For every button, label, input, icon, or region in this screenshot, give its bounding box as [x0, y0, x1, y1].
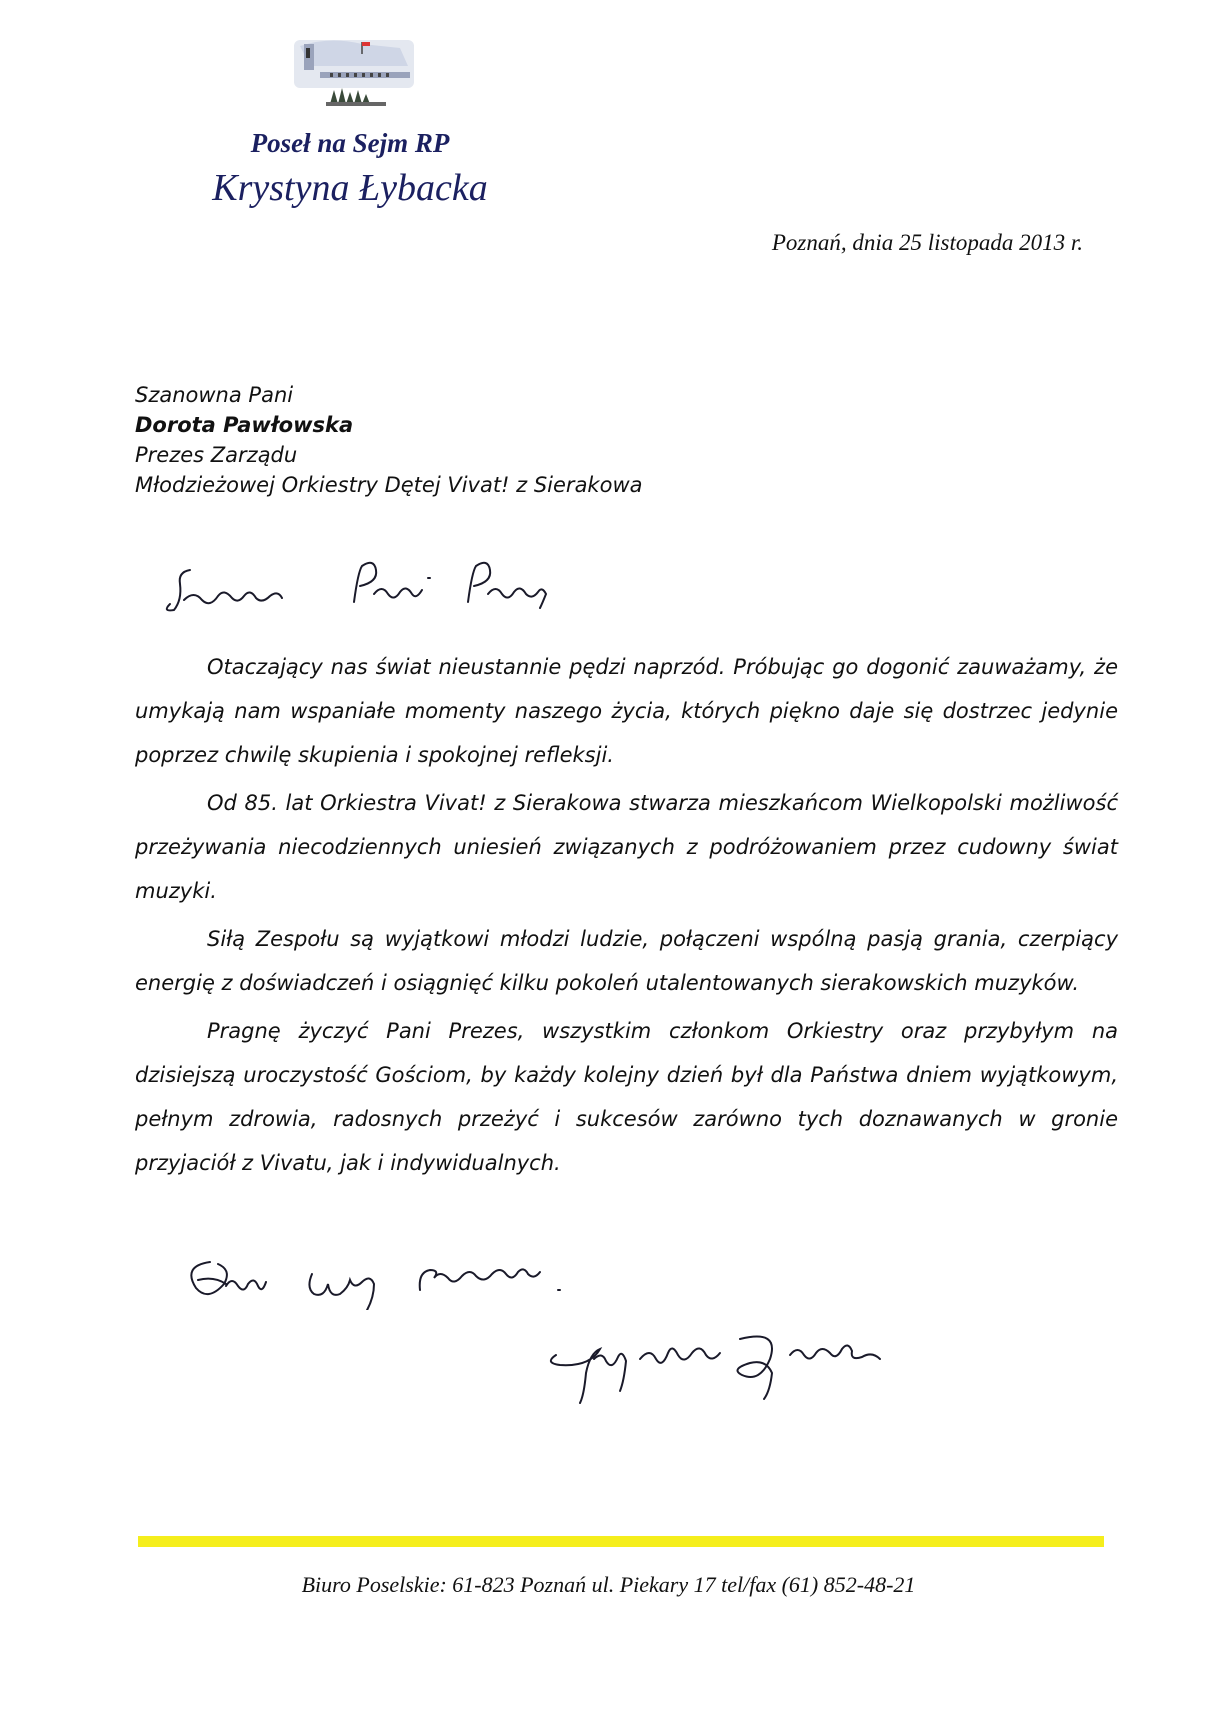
handwritten-closing — [180, 1250, 680, 1310]
date-line: Poznań, dnia 25 listopada 2013 r. — [771, 230, 1083, 255]
recipient-name: Dorota Pawłowska — [135, 413, 354, 437]
body-paragraph-1: Otaczający nas świat nieustannie pędzi naprzód. Próbując go dogonić zauważamy, że umykają nam wspaniałe momenty naszego życia, których piękno daje się dostrzec jedynie poprzez chwilę skupienia i spokojnej refleksji. — [135, 655, 1118, 767]
body-paragraph-4: Pragnę życzyć Pani Prezes, wszystkim członkom Orkiestry oraz przybyłym na dzisiejszą uroczystość Gościom, by każdy kolejny dzień był dla Państwa dniem wyjątkowym, pełnym zdrowia, radosnych przeżyć i sukcesów zarówno tych doznawanych w gronie przyjaciół z Vivatu, jak i indywidualnych. — [135, 1019, 1118, 1175]
sender-title: Poseł na Sejm RP — [250, 128, 450, 158]
sender-name: Krystyna Łybacka — [212, 167, 488, 209]
recipient-block — [135, 380, 643, 500]
handwritten-greeting — [158, 560, 638, 620]
body-paragraph-3: Siłą Zespołu są wyjątkowi młodzi ludzie, połączeni wspólną pasją grania, czerpiący energię z doświadczeń i osiągnięć kilku pokoleń utalentowanych sierakowskich muzyków. — [135, 927, 1118, 995]
footer-address: Biuro Poselskie: 61-823 Poznań ul. Piekary 17 tel/fax (61) 852-48-21 — [301, 1572, 916, 1597]
recipient-organization: Młodzieżowej Orkiestry Dętej Vivat! z Sierakowa — [135, 473, 643, 497]
letter-body — [135, 645, 1118, 1185]
body-paragraph-2: Od 85. lat Orkiestra Vivat! z Sierakowa stwarza mieszkańcom Wielkopolski możliwość przeżywania niecodziennych uniesień związanych z podróżowaniem przez cudowny świat muzyki. — [135, 791, 1118, 903]
recipient-salutation: Szanowna Pani — [135, 383, 294, 407]
handwritten-signature — [540, 1325, 920, 1405]
footer-divider-bar — [138, 1536, 1104, 1547]
sejm-building-icon — [290, 36, 420, 120]
recipient-position: Prezes Zarządu — [135, 443, 298, 467]
